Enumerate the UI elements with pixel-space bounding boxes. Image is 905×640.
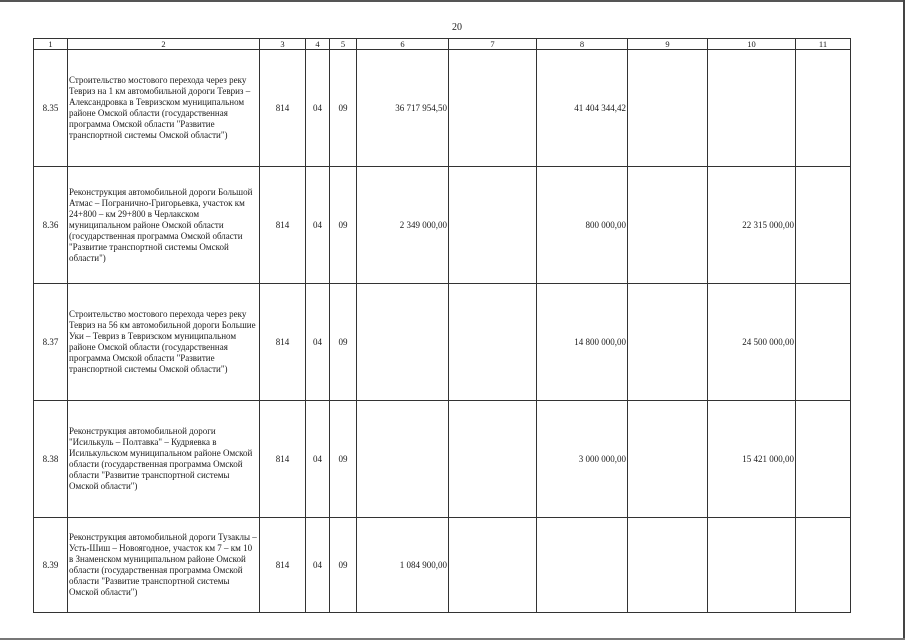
column-header: 4 xyxy=(306,39,330,50)
amount-cell xyxy=(628,518,708,613)
row-description: Реконструкция автомобильной дороги Большой Атмас – Погранично-Григорьевка, участок км 24+800 – км 29+800 в Черлакском муниципальном районе Омской области (государственная программа Омской области "Развитие транспортной системы Омской области") xyxy=(68,167,260,284)
amount-cell: 41 404 344,42 xyxy=(537,50,628,167)
amount-cell: 14 800 000,00 xyxy=(537,284,628,401)
code-cell: 09 xyxy=(330,167,357,284)
code-cell: 814 xyxy=(260,401,306,518)
column-header: 1 xyxy=(34,39,68,50)
code-cell: 09 xyxy=(330,518,357,613)
row-number: 8.35 xyxy=(34,50,68,167)
amount-cell: 15 421 000,00 xyxy=(708,401,796,518)
code-cell: 814 xyxy=(260,50,306,167)
code-cell: 04 xyxy=(306,284,330,401)
amount-cell xyxy=(628,167,708,284)
column-header: 2 xyxy=(68,39,260,50)
amount-cell xyxy=(357,284,449,401)
code-cell: 814 xyxy=(260,518,306,613)
amount-cell xyxy=(796,50,851,167)
code-cell: 04 xyxy=(306,167,330,284)
row-number: 8.37 xyxy=(34,284,68,401)
table-row xyxy=(34,284,851,401)
row-number: 8.39 xyxy=(34,518,68,613)
table-row xyxy=(34,167,851,284)
code-cell: 04 xyxy=(306,50,330,167)
amount-cell xyxy=(796,167,851,284)
code-cell: 09 xyxy=(330,284,357,401)
amount-cell xyxy=(708,50,796,167)
row-number: 8.38 xyxy=(34,401,68,518)
amount-cell xyxy=(708,518,796,613)
column-number-row xyxy=(34,39,851,50)
amount-cell xyxy=(796,401,851,518)
amount-cell xyxy=(628,50,708,167)
amount-cell: 800 000,00 xyxy=(537,167,628,284)
code-cell: 04 xyxy=(306,518,330,613)
column-header: 6 xyxy=(357,39,449,50)
row-description: Строительство мостового перехода через реку Тевриз на 56 км автомобильной дороги Большие Уки – Тевриз в Тевризском муниципальном районе Омской области (государственная программа Омской области "Развитие транспортной системы Омской области") xyxy=(68,284,260,401)
column-header: 10 xyxy=(708,39,796,50)
row-number: 8.36 xyxy=(34,167,68,284)
amount-cell xyxy=(449,284,537,401)
table-row xyxy=(34,518,851,613)
code-cell: 09 xyxy=(330,401,357,518)
row-description: Реконструкция автомобильной дороги Тузаклы – Усть-Шиш – Новоягодное, участок км 7 – км 10 в Знаменском муниципальном районе Омской области (государственная программа Омской области "Развитие транспортной системы Омской области") xyxy=(68,518,260,613)
amount-cell xyxy=(449,518,537,613)
amount-cell: 36 717 954,50 xyxy=(357,50,449,167)
amount-cell xyxy=(796,518,851,613)
amount-cell: 1 084 900,00 xyxy=(357,518,449,613)
amount-cell xyxy=(628,401,708,518)
code-cell: 04 xyxy=(306,401,330,518)
amount-cell xyxy=(357,401,449,518)
column-header: 5 xyxy=(330,39,357,50)
amount-cell xyxy=(537,518,628,613)
amount-cell xyxy=(449,401,537,518)
code-cell: 814 xyxy=(260,167,306,284)
row-description: Строительство мостового перехода через реку Тевриз на 1 км автомобильной дороги Тевриз – Александровка в Тевризском муниципальном районе Омской области (государственная программа Омской области "Развитие транспортной системы Омской области") xyxy=(68,50,260,167)
column-header: 3 xyxy=(260,39,306,50)
amount-cell: 3 000 000,00 xyxy=(537,401,628,518)
scan-edge-top xyxy=(0,0,905,2)
column-header: 11 xyxy=(796,39,851,50)
amount-cell: 24 500 000,00 xyxy=(708,284,796,401)
amount-cell xyxy=(796,284,851,401)
amount-cell xyxy=(628,284,708,401)
column-header: 7 xyxy=(449,39,537,50)
code-cell: 814 xyxy=(260,284,306,401)
table-row xyxy=(34,401,851,518)
amount-cell xyxy=(449,50,537,167)
column-header: 9 xyxy=(628,39,708,50)
amount-cell: 22 315 000,00 xyxy=(708,167,796,284)
table-row xyxy=(34,50,851,167)
amount-cell xyxy=(449,167,537,284)
amount-cell: 2 349 000,00 xyxy=(357,167,449,284)
row-description: Реконструкция автомобильной дороги "Исилькуль – Полтавка" – Кудряевка в Исилькульском муниципальном районе Омской области (государственная программа Омской области "Развитие транспортной системы Омской области") xyxy=(68,401,260,518)
budget-table xyxy=(33,38,851,613)
column-header: 8 xyxy=(537,39,628,50)
page-number: 20 xyxy=(452,22,462,33)
code-cell: 09 xyxy=(330,50,357,167)
